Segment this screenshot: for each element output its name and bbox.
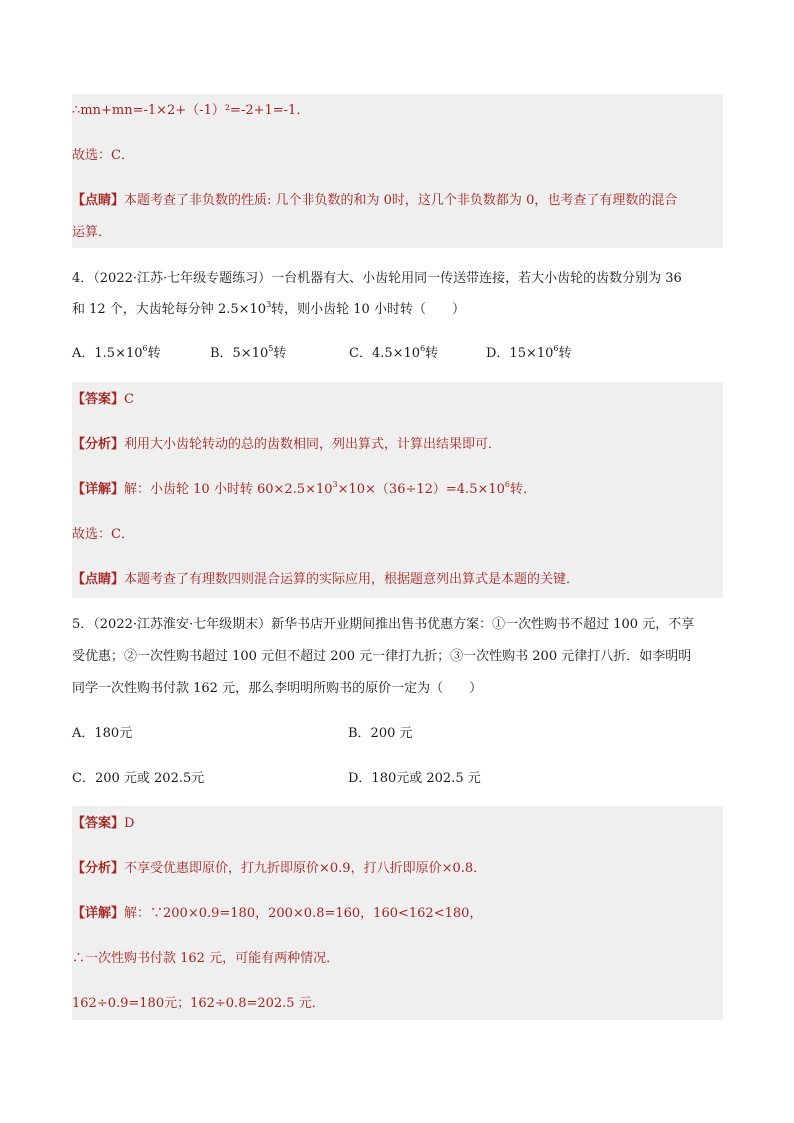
detail-text-mid: ×10×（36÷12）=4.5×10 (337, 482, 505, 497)
q4-options (72, 343, 723, 365)
q4-stem-line-2 (72, 299, 723, 321)
solution-line-1: ∴mn+mn=-1×2+（-1）²=-2+1=-1． (72, 103, 310, 118)
q4-stem-text-end: 转，则小齿轮 10 小时转（ ） (271, 302, 465, 317)
analysis-text: 不享受优惠即原价，打九折即原价×0.9，打八折即原价×0.8． (124, 861, 487, 876)
detail-exponent-2: 6 (504, 480, 510, 489)
q5-answer (72, 813, 723, 835)
q4-option-d[interactable]: D．$15\times 10^6$转 (486, 344, 572, 361)
detail-text: 解：∵200×0.9=180，200×0.8=160，160<162<180， (124, 906, 483, 921)
q5-options-row-2 (72, 768, 723, 790)
q4-detail (72, 479, 723, 501)
comment-continuation: 运算． (72, 225, 112, 240)
comment-text: 本题考查了有理数四则混合运算的实际应用，根据题意列出算式是本题的关键． (124, 572, 580, 587)
q4-option-a[interactable]: A．$1.5\times 10^6$转 (72, 344, 161, 361)
q4-stem-text: 和 12 个，大齿轮每分钟 2.5×10 (72, 302, 267, 317)
q4-stem-exponent: 3 (266, 300, 272, 309)
analysis-tag: 【分析】 (72, 861, 125, 876)
answer-tag: 【答案】 (72, 816, 125, 831)
comment-tag: 【点睛】 (72, 193, 125, 208)
q4-answer (72, 389, 723, 411)
q5-stem-line-1: 5．（2022·江苏淮安·七年级期末）新华书店开业期间推出售书优惠方案：①一次性购书不超过 100 元，不享 (72, 617, 695, 632)
answer-value: C (124, 392, 134, 407)
q5-analysis (72, 858, 723, 880)
analysis-text: 利用大小齿轮转动的总的齿数相同，列出算式，计算出结果即可． (124, 437, 502, 452)
comment-text: 本题考查了非负数的性质: 几个非负数的和为 0时，这几个非负数都为 0，也考查了有理数的混合 (124, 193, 678, 208)
q5-stem-line-3: 同学一次性购书付款 162 元，那么李明明所购书的原价一定为（ ） (72, 681, 483, 696)
detail-text: 解：小齿轮 10 小时转 60×2.5×10 (124, 482, 333, 497)
comment-tag: 【点睛】 (72, 572, 125, 587)
q5-options-row-1 (72, 723, 723, 745)
analysis-tag: 【分析】 (72, 437, 125, 452)
q5-option-b[interactable]: B．200 元 (348, 726, 413, 741)
detail-exponent-1: 3 (332, 480, 338, 489)
answer-value: D (124, 816, 135, 831)
q4-choose: 故选：C． (72, 527, 134, 542)
detail-tag: 【详解】 (72, 482, 125, 497)
q5-option-c[interactable]: C．200 元或 202.5元 (72, 771, 205, 786)
choose-answer-line: 故选：C． (72, 148, 134, 163)
q4-stem-line-1: 4．（2022·江苏·七年级专题练习）一台机器有大、小齿轮用同一传送带连接，若大小齿轮的齿数分别为 36 (72, 271, 682, 286)
q5-option-d[interactable]: D．180元或 202.5 元 (348, 771, 481, 786)
detail-text-end: 转． (510, 482, 537, 497)
q4-comment (72, 569, 723, 591)
q5-stem-line-2: 受优惠；②一次性购书超过 100 元但不超过 200 元一律打九折；③一次性购书 200 元律打八折．如李明明 (72, 649, 692, 664)
q4-analysis (72, 434, 723, 456)
q4-option-b[interactable]: B．$5\times 10^5$转 (210, 344, 287, 361)
answer-tag: 【答案】 (72, 392, 125, 407)
comment-paragraph (72, 190, 723, 212)
q5-option-a[interactable]: A．180元 (72, 726, 133, 741)
detail-tag: 【详解】 (72, 906, 125, 921)
q4-option-c[interactable]: C．$4.5\times 10^6$转 (349, 344, 439, 361)
q5-detail-3: 162÷0.9=180元；162÷0.8=202.5 元． (72, 996, 325, 1011)
q5-detail-2: ∴一次性购书付款 162 元，可能有两种情况． (72, 951, 340, 966)
q5-detail-1 (72, 903, 723, 925)
